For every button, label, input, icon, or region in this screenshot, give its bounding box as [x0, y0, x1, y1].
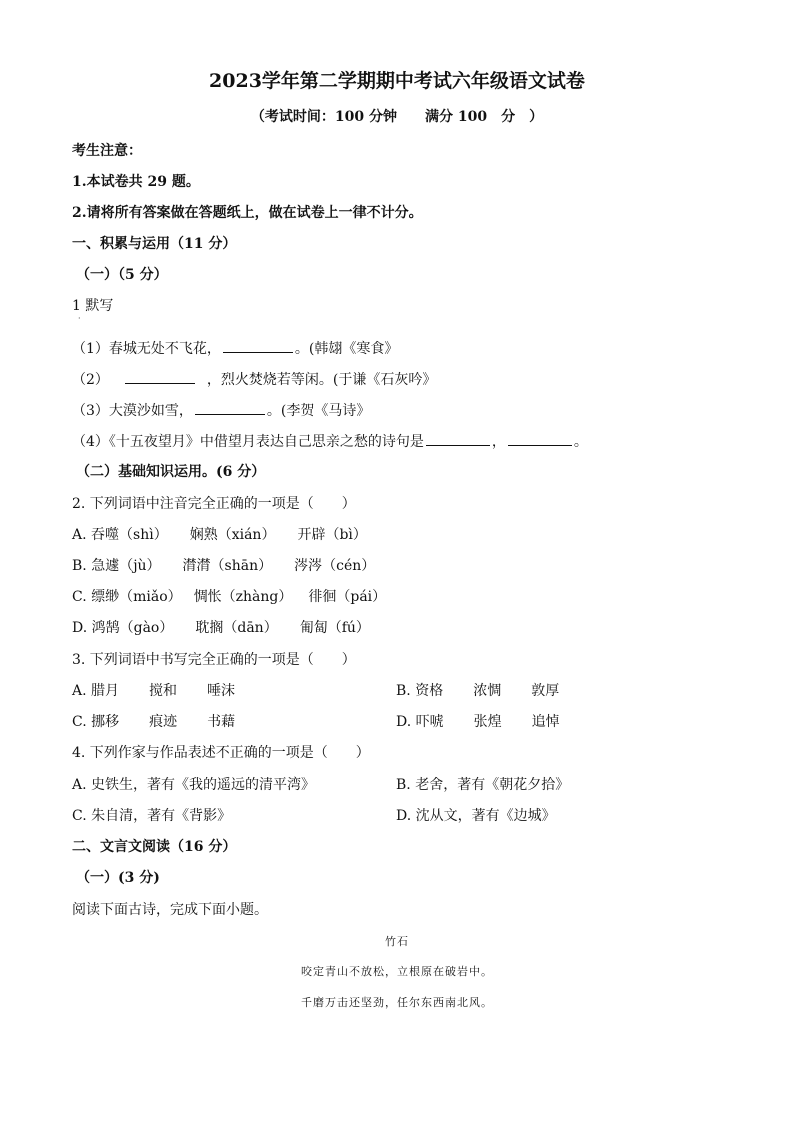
- line-4-text-a: （4）《十五夜望月》中借望月表达自己思亲之愁的诗句是: [72, 434, 424, 450]
- question-3-option-d: [396, 713, 560, 731]
- section-1-part-1-heading: （一）（5 分）: [76, 267, 168, 283]
- option-word: 徘徊（pái）: [308, 589, 387, 605]
- question-1-line-2: [72, 370, 436, 389]
- option-word: 浓惆: [473, 683, 502, 699]
- option-word: B. 急遽（jù）: [72, 558, 161, 574]
- poem-line-1: 咬定青山不放松，立根原在破岩中。: [301, 965, 493, 978]
- page-title: 2023学年第二学期期中考试六年级语文试卷: [209, 70, 585, 92]
- poem-title: 竹石: [385, 935, 409, 948]
- question-4-option-a: A. 史铁生，著有《我的遥远的清平湾》: [72, 777, 316, 793]
- option-word: D. 吓唬: [396, 714, 444, 730]
- question-3-option-c: [72, 713, 235, 731]
- line-1-text-b: 。(韩翃《寒食》: [294, 341, 399, 357]
- option-word: 搅和: [149, 683, 178, 699]
- option-word: B. 资格: [396, 683, 444, 699]
- option-word: 痕迹: [149, 714, 178, 730]
- notice-item-2: 2.请将所有答案做在答题纸上，做在试卷上一律不计分。: [72, 205, 423, 221]
- option-word: 潸潸（shān）: [182, 558, 273, 574]
- line-2-text-b: ，烈火焚烧若等闲。(于谦《石灰吟》: [206, 372, 437, 388]
- question-3-stem: 3. 下列词语中书写完全正确的一项是（ ）: [72, 652, 356, 668]
- question-4-option-c: C. 朱自清，著有《背影》: [72, 808, 232, 824]
- question-4-stem: 4. 下列作家与作品表述不正确的一项是（ ）: [72, 745, 370, 761]
- question-2-option-d: [72, 619, 370, 637]
- notice-heading: 考生注意：: [72, 143, 142, 159]
- option-word: 娴熟（xián）: [189, 527, 276, 543]
- section-2-heading: 二、文言文阅读（16 分）: [72, 839, 237, 855]
- line-4-text-b: ，: [491, 434, 506, 450]
- punctuation-dot: ·: [78, 314, 81, 323]
- poem-line-2: 千磨万击还坚劲，任尔东西南北风。: [301, 996, 493, 1009]
- question-1-line-3: [72, 401, 370, 420]
- option-word: 书藉: [207, 714, 236, 730]
- question-4-option-d: D. 沈从文，著有《边城》: [396, 808, 556, 824]
- option-word: 涔涔（cén）: [294, 558, 376, 574]
- section-1-part-2-heading: （二）基础知识运用。(6 分）: [76, 464, 266, 480]
- option-word: D. 鸿鹄（gào）: [72, 620, 174, 636]
- option-word: 耽搁（dān）: [195, 620, 278, 636]
- option-word: 匍匐（fú）: [299, 620, 370, 636]
- section-1-heading: 一、积累与运用（11 分）: [72, 236, 237, 252]
- exam-info: （考试时间：100 分钟 满分 100 分 ）: [250, 109, 544, 125]
- option-word: 张煌: [473, 714, 502, 730]
- question-2-option-a: [72, 526, 367, 544]
- option-word: 开辟（bì）: [297, 527, 367, 543]
- question-4-option-b: B. 老舍，著有《朝花夕拾》: [396, 777, 570, 793]
- line-4-text-c: 。: [573, 434, 588, 450]
- line-2-text-a: （2）: [72, 372, 109, 388]
- option-word: C. 缥缈（miǎo）: [72, 589, 182, 605]
- notice-item-1: 1.本试卷共 29 题。: [72, 174, 200, 190]
- option-word: 敦厚: [531, 683, 560, 699]
- option-word: C. 挪移: [72, 714, 120, 730]
- line-3-text-b: 。(李贺《马诗》: [266, 403, 371, 419]
- question-3-option-a: [72, 682, 235, 700]
- line-3-text-a: （3）大漠沙如雪，: [72, 403, 193, 419]
- answer-blank: [508, 432, 572, 446]
- answer-blank: [223, 339, 293, 353]
- question-1-stem: 1 默写: [72, 298, 114, 314]
- question-2-option-c: [72, 588, 386, 606]
- answer-blank: [195, 401, 265, 415]
- section-2-part-1-heading: （一）(3 分): [76, 870, 160, 886]
- option-word: 惆怅（zhàng）: [193, 589, 293, 605]
- question-1-line-1: [72, 339, 398, 358]
- reading-instruction: 阅读下面古诗，完成下面小题。: [72, 902, 268, 918]
- option-word: 追悼: [531, 714, 560, 730]
- answer-blank: [125, 370, 195, 384]
- option-word: A. 腊月: [72, 683, 120, 699]
- question-2-stem: 2. 下列词语中注音完全正确的一项是（ ）: [72, 496, 356, 512]
- question-1-line-4: [72, 432, 588, 451]
- question-3-option-b: [396, 682, 559, 700]
- question-2-option-b: [72, 557, 375, 575]
- answer-blank: [426, 432, 490, 446]
- option-word: 唾沫: [207, 683, 236, 699]
- line-1-text-a: （1）春城无处不飞花，: [72, 341, 221, 357]
- option-word: A. 吞噬（shì）: [72, 527, 168, 543]
